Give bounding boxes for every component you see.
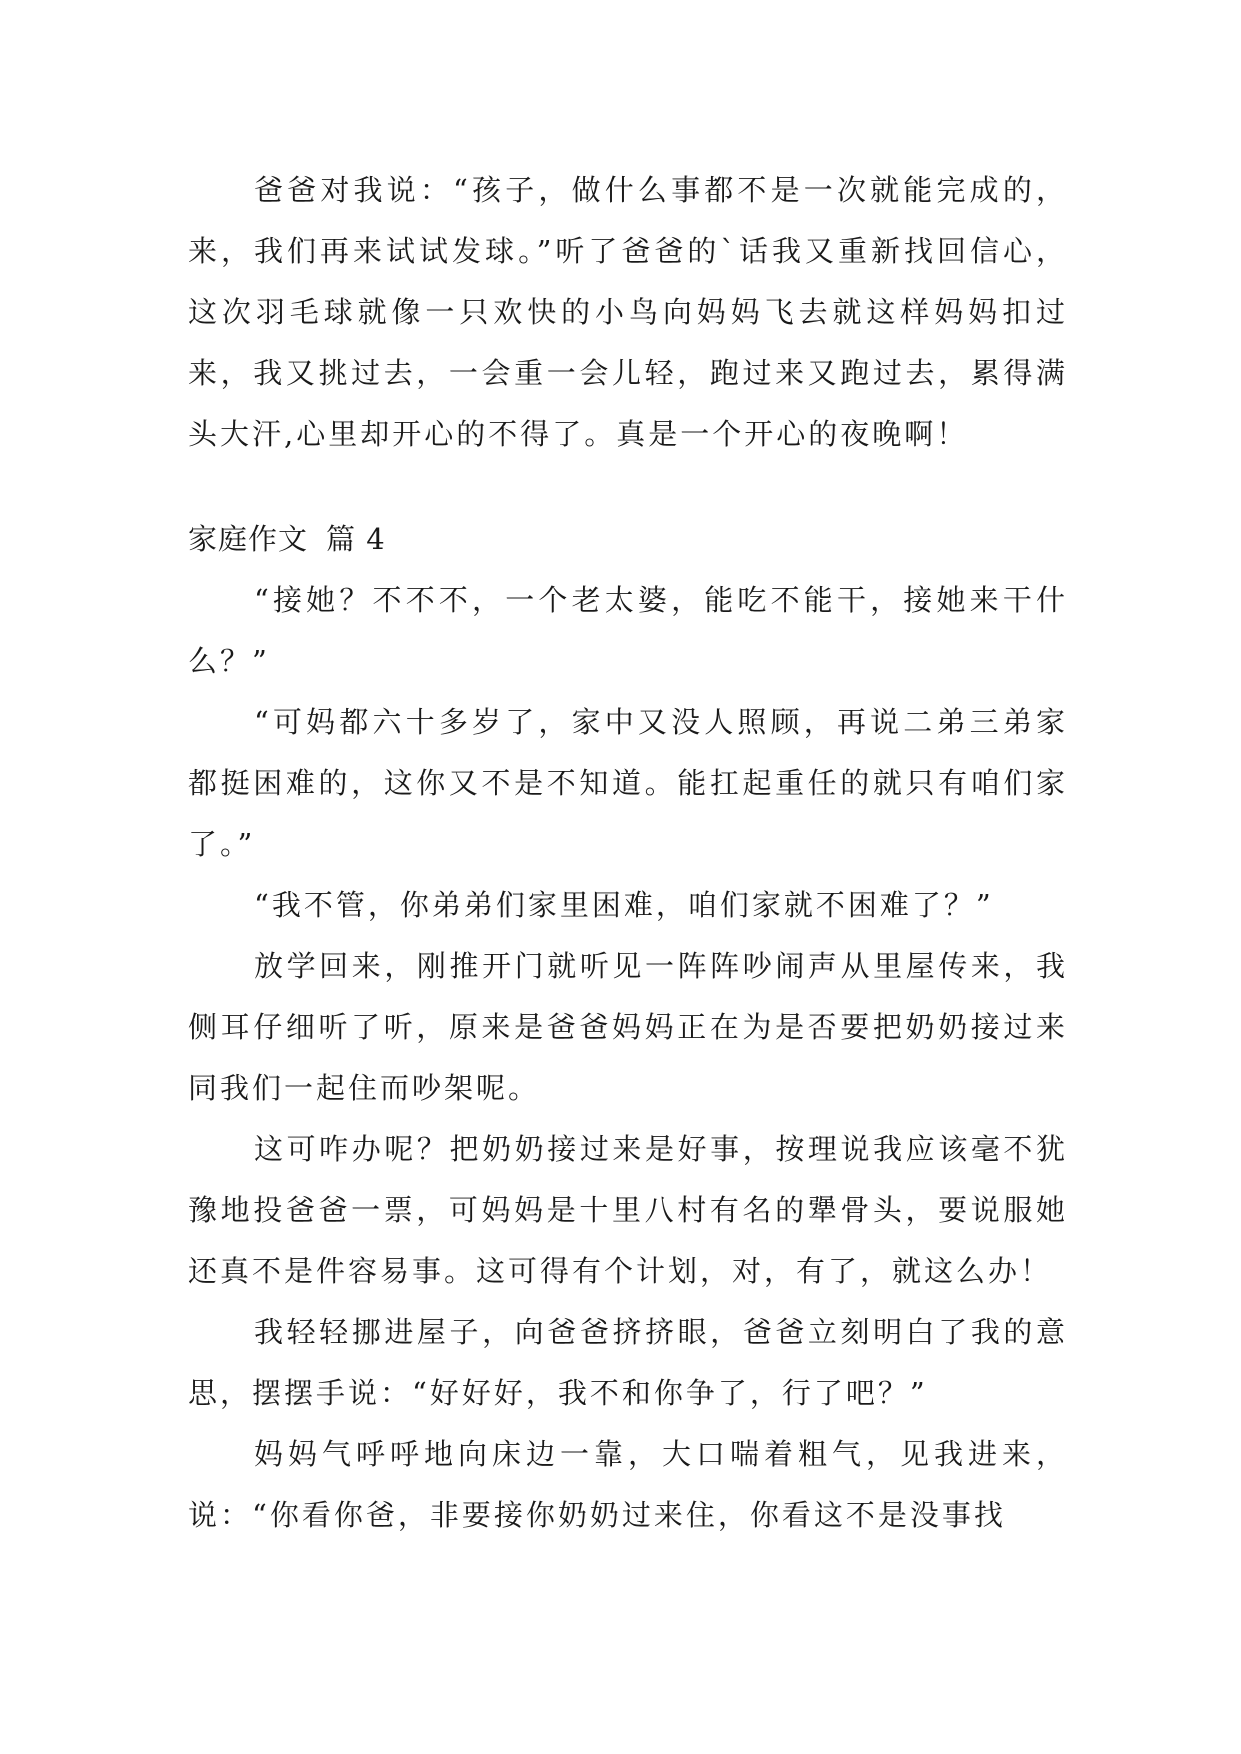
paragraph: 妈妈气呼呼地向床边一靠，大口喘着粗气，见我进来，说：“你看你爸，非要接你奶奶过来住，你看这不是没事找 — [188, 1437, 1068, 1532]
paragraph: 放学回来，刚推开门就听见一阵阵吵闹声从里屋传来，我侧耳仔细听了听，原来是爸爸妈妈正在为是否要把奶奶接过来同我们一起住而吵架呢。 — [188, 949, 1068, 1105]
section-title: 家庭作文 — [188, 522, 309, 556]
paragraph: “可妈都六十多岁了，家中又没人照顾，再说二弟三弟家都挺困难的，这你又不是不知道。能扛起重任的就只有咱们家了。” — [188, 705, 1068, 861]
paragraph: 爸爸对我说：“孩子，做什么事都不是一次就能完成的，来，我们再来试试发球。”听了爸爸的`话我又重新找回信心，这次羽毛球就像一只欢快的小鸟向妈妈飞去就这样妈妈扣过来，我又挑过去，一会重一会儿轻，跑过来又跑过去，累得满头大汗,心里却开心的不得了。真是一个开心的夜晚啊！ — [188, 173, 1068, 451]
paragraph: “接她？不不不，一个老太婆，能吃不能干，接她来干什么？” — [188, 583, 1068, 678]
section-number: 篇 4 — [326, 522, 386, 556]
document-body — [188, 160, 1068, 1546]
section-heading — [188, 509, 1068, 570]
paragraph: “我不管，你弟弟们家里困难，咱们家就不困难了？” — [254, 888, 994, 922]
paragraph: 这可咋办呢？把奶奶接过来是好事，按理说我应该毫不犹豫地投爸爸一票，可妈妈是十里八村有名的犟骨头，要说服她还真不是件容易事。这可得有个计划，对，有了，就这么办！ — [188, 1132, 1068, 1288]
paragraph: 我轻轻挪进屋子，向爸爸挤挤眼，爸爸立刻明白了我的意思，摆摆手说：“好好好，我不和你争了，行了吧？” — [188, 1315, 1068, 1410]
